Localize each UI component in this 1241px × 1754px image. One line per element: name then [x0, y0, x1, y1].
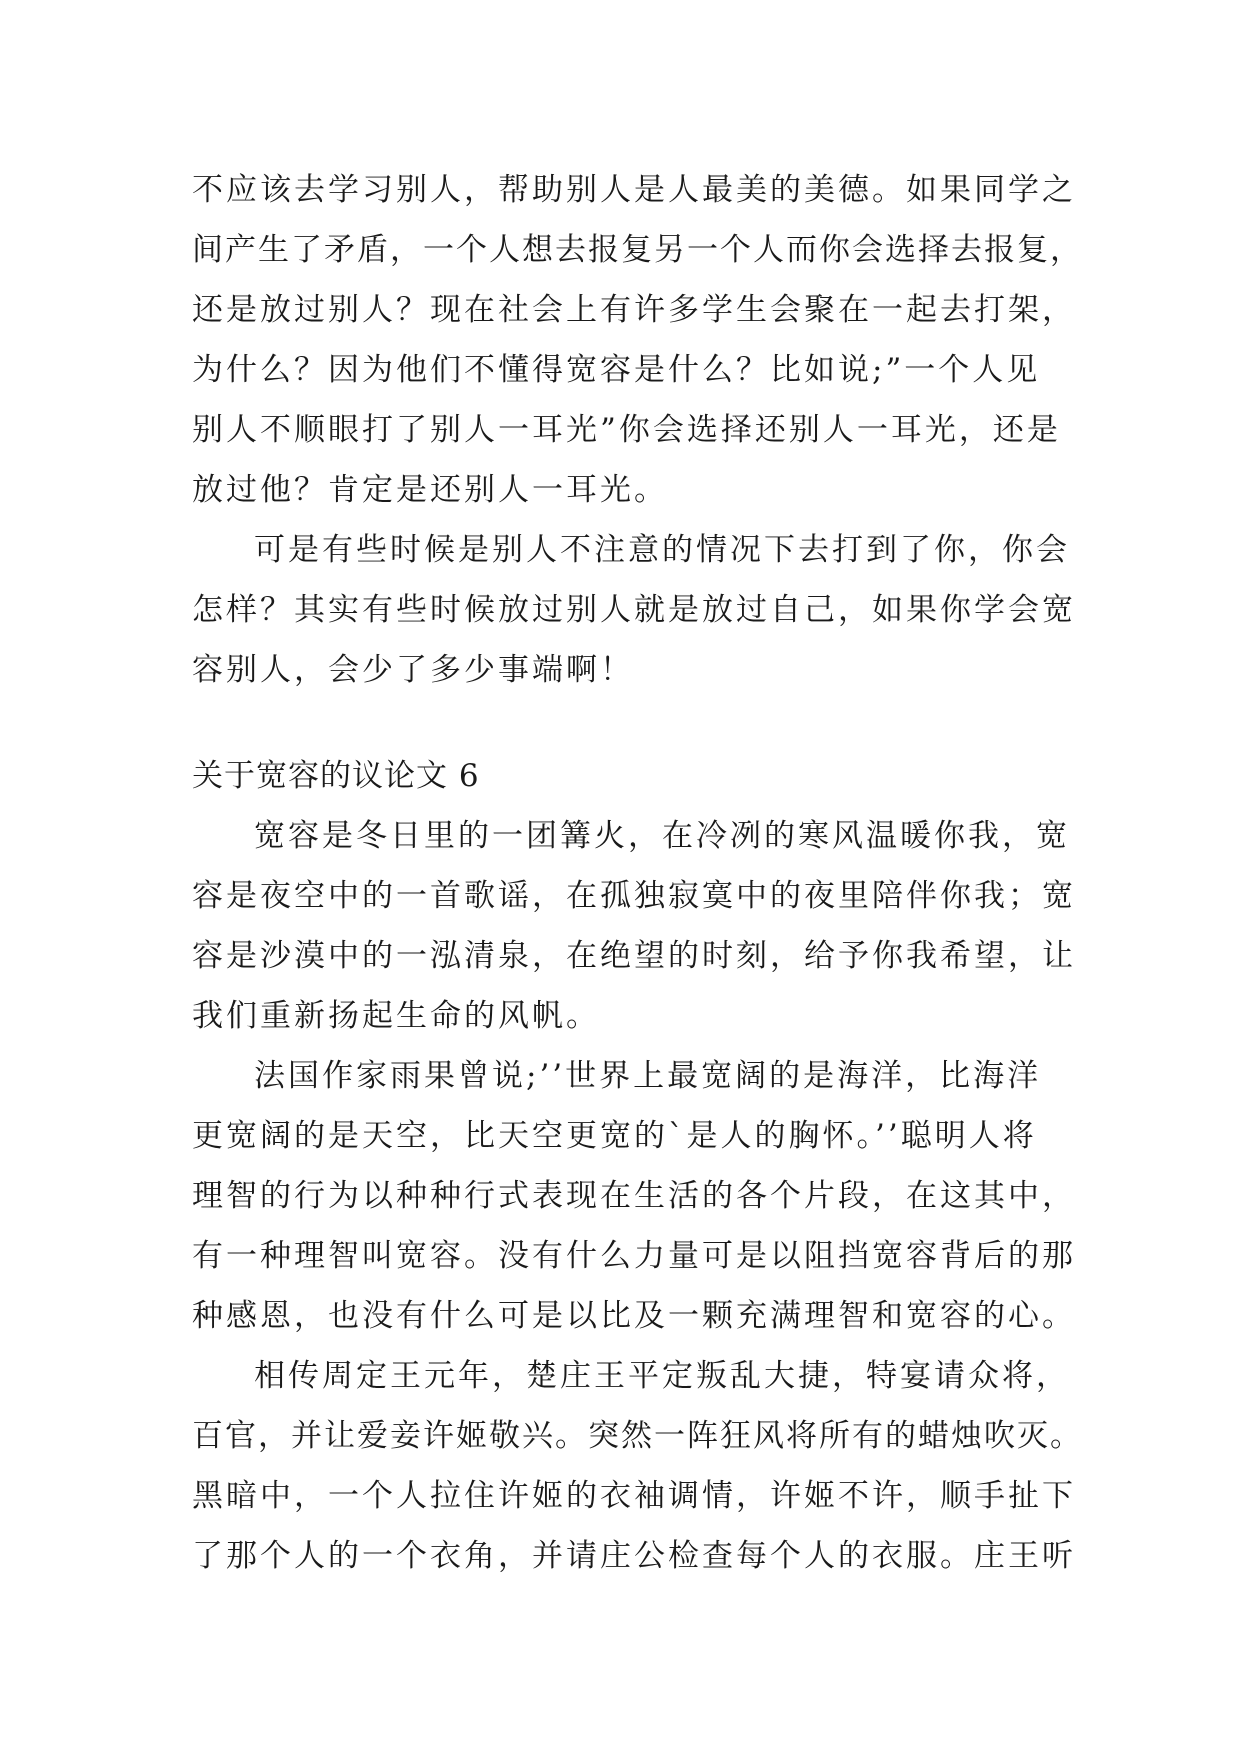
paragraph-line: 怎样？其实有些时候放过别人就是放过自己，如果你学会宽 — [192, 592, 1076, 628]
paragraph-line: 间产生了矛盾，一个人想去报复另一个人而你会选择去报复， — [192, 232, 1083, 268]
paragraph-line: 了那个人的一个衣角，并请庄公检查每个人的衣服。庄王听 — [192, 1538, 1076, 1574]
paragraph — [192, 806, 1092, 1046]
paragraph — [192, 160, 1092, 520]
paragraph-line: 法国作家雨果曾说;’’世界上最宽阔的是海洋，比海洋 — [254, 1058, 1042, 1094]
section-heading: 关于宽容的议论文 6 — [192, 758, 480, 794]
paragraph-line: 容是沙漠中的一泓清泉，在绝望的时刻，给予你我希望，让 — [192, 938, 1076, 974]
paragraph-line: 百官，并让爱妾许姬敬兴。突然一阵狂风将所有的蜡烛吹灭。 — [192, 1418, 1083, 1454]
paragraph-line: 容是夜空中的一首歌谣，在孤独寂寞中的夜里陪伴你我；宽 — [192, 878, 1076, 914]
paragraph-line: 宽容是冬日里的一团篝火，在冷冽的寒风温暖你我，宽 — [254, 818, 1070, 854]
paragraph-line: 理智的行为以种种行式表现在生活的各个片段，在这其中， — [192, 1178, 1076, 1214]
paragraph-line: 为什么？因为他们不懂得宽容是什么？比如说;”一个人见 — [192, 352, 1041, 388]
paragraph-line: 有一种理智叫宽容。没有什么力量可是以阻挡宽容背后的那 — [192, 1238, 1076, 1274]
paragraph-line: 相传周定王元年，楚庄王平定叛乱大捷，特宴请众将， — [254, 1358, 1070, 1394]
paragraph-line: 我们重新扬起生命的风帆。 — [192, 998, 600, 1034]
section-gap — [192, 700, 1092, 746]
paragraph-line: 种感恩，也没有什么可是以比及一颗充满理智和宽容的心。 — [192, 1298, 1076, 1334]
paragraph — [192, 1046, 1092, 1346]
paragraph-line: 别人不顺眼打了别人一耳光”你会选择还别人一耳光，还是 — [192, 412, 1061, 448]
paragraph-line: 还是放过别人？现在社会上有许多学生会聚在一起去打架， — [192, 292, 1076, 328]
paragraph — [192, 520, 1092, 700]
paragraph — [192, 1346, 1092, 1586]
document-body — [192, 160, 1092, 1586]
paragraph-line: 可是有些时候是别人不注意的情况下去打到了你，你会 — [254, 532, 1070, 568]
paragraph-line: 放过他？肯定是还别人一耳光。 — [192, 472, 668, 508]
paragraph-line: 不应该去学习别人，帮助别人是人最美的美德。如果同学之 — [192, 172, 1076, 208]
paragraph-line: 容别人，会少了多少事端啊！ — [192, 652, 634, 688]
paragraph-line: 黑暗中，一个人拉住许姬的衣袖调情，许姬不许，顺手扯下 — [192, 1478, 1076, 1514]
paragraph-line: 更宽阔的是天空，比天空更宽的`是人的胸怀。’’聪明人将 — [192, 1118, 1037, 1154]
